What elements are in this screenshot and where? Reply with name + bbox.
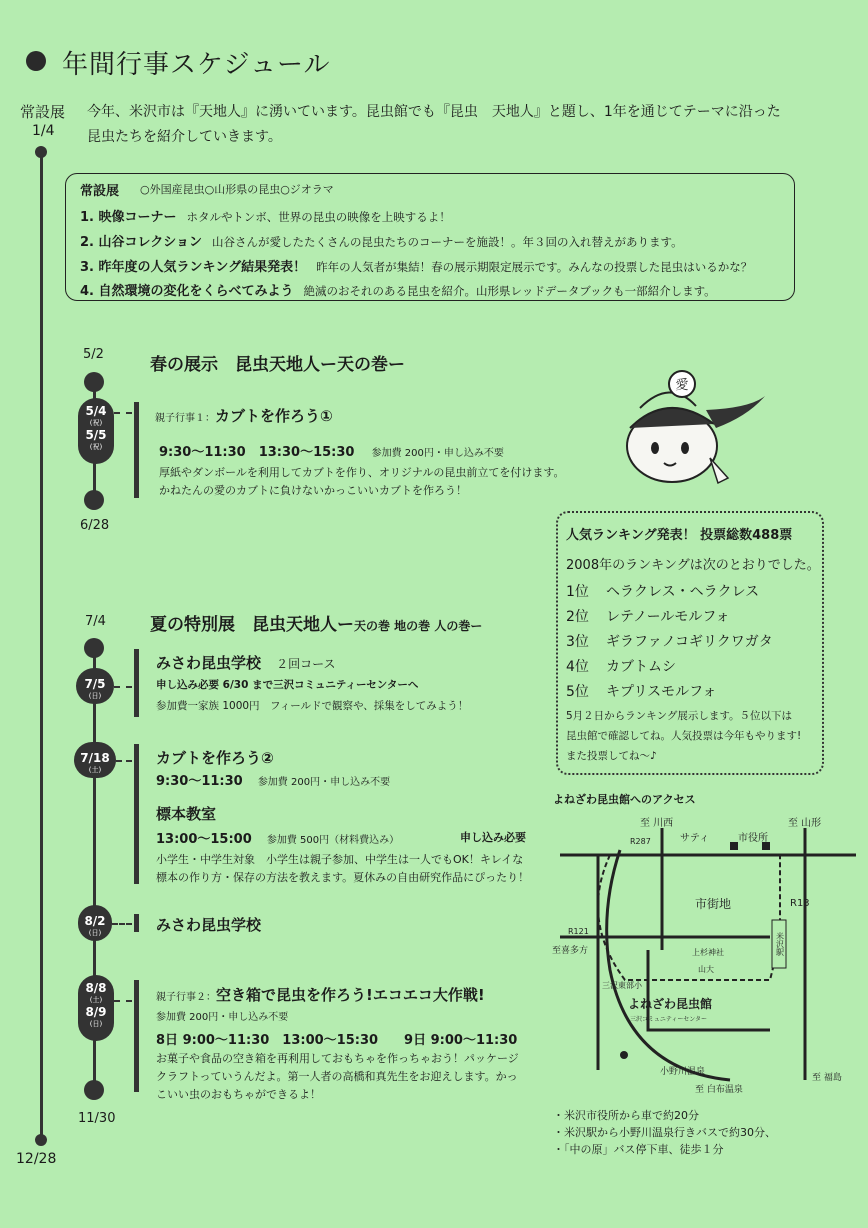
- rank-name: キプリスモルフォ: [606, 684, 717, 700]
- ranking-footnote: [566, 706, 816, 766]
- map-label: サティ: [680, 833, 710, 844]
- ranking-row: [566, 681, 716, 701]
- map-label: R13: [790, 898, 810, 909]
- desc-line: 厚紙やダンボールを利用してカブトを作り、オリジナルの昆虫前立てを付けます。: [159, 466, 565, 479]
- event-bar: [134, 649, 139, 717]
- spring-end-dot: [84, 490, 104, 510]
- desc-line: お菓子や食品の空き箱を再利用しておもちゃを作っちゃおう！パッケージ: [156, 1052, 519, 1065]
- map-label: 市役所: [738, 833, 768, 844]
- map-railway: [598, 855, 780, 980]
- event-bar: [134, 402, 139, 498]
- event-fee: 参加費 200円・申し込み不要: [371, 448, 504, 459]
- connector: [116, 760, 132, 762]
- event-bar: [134, 744, 139, 884]
- foot-line: 昆虫館で確認してね。人気投票は今年もやります!: [566, 730, 802, 742]
- map-label: 小野川温泉: [660, 1067, 706, 1077]
- rank-position: 4位: [566, 659, 589, 675]
- ranking-row: [566, 631, 773, 651]
- summer-start-date: 7/4: [85, 614, 106, 629]
- pill-date: 8/2: [84, 914, 106, 928]
- pill-day: (土): [89, 996, 103, 1004]
- access-line: ・「中の原」バス停下車、徒歩１分: [553, 1143, 724, 1156]
- event-title: みさわ昆虫学校: [156, 654, 262, 672]
- pill-date: 5/4: [85, 404, 107, 418]
- intro-text: [87, 100, 827, 150]
- event-requirement: 申し込み必要: [460, 831, 526, 844]
- map-label: 至 川西: [640, 818, 674, 829]
- event-times: 8日 9:00〜11:30 13:00〜15:30 9日 9:00〜11:30: [156, 1033, 518, 1048]
- timeline-end-dot: [35, 1134, 47, 1146]
- event-fee: 参加費 500円（材料費込み）: [266, 835, 400, 846]
- intro-line-2: 昆虫たちを紹介していきます。: [87, 129, 282, 145]
- pill-date: 5/5: [85, 428, 107, 442]
- access-line: ・米沢市役所から車で約20分: [553, 1109, 699, 1122]
- summer-end-dot: [84, 1080, 104, 1100]
- summer-start-dot: [84, 638, 104, 658]
- permanent-item: [80, 231, 683, 250]
- event-time: 9:30〜11:30 13:30〜15:30: [159, 445, 355, 460]
- pill-day: (日): [88, 692, 102, 700]
- permanent-item-text: 昨年の人気者が集結！春の展示期限定展示です。みんなの投票した昆虫はいるかな？: [316, 260, 753, 274]
- pill-date: 8/8: [85, 981, 107, 995]
- permanent-item: [80, 280, 716, 299]
- map-label: 山大: [698, 965, 714, 974]
- pill-date: 7/18: [80, 751, 110, 765]
- permanent-start-date: 1/4: [32, 123, 55, 139]
- desc-line: かねたんの愛のカブトに負けないかっこいいカブトを作ろう！: [159, 484, 467, 497]
- map-label: 米沢駅: [775, 932, 785, 956]
- map-label: 至 白布温泉: [695, 1085, 743, 1095]
- permanent-item-title: 1. 映像コーナー: [80, 210, 177, 225]
- pill-day: (日): [89, 1020, 103, 1028]
- event-title: みさわ昆虫学校: [156, 916, 262, 934]
- summer-title-small: 天の巻 地の巻 人の巻ー: [354, 619, 483, 633]
- summer-end-date: 11/30: [78, 1111, 116, 1126]
- event-label: 親子行事２：: [156, 992, 216, 1003]
- event-heading: [156, 984, 485, 1005]
- permanent-item-title: 2. 山谷コレクション: [80, 235, 202, 250]
- map-label: R121: [568, 927, 589, 936]
- permanent-box-title: 常設展: [80, 184, 120, 199]
- event-time: 13:00〜15:00: [156, 832, 252, 847]
- spring-start-date: 5/2: [83, 347, 104, 362]
- ranking-row: [566, 581, 759, 601]
- ranking-row: [566, 606, 730, 626]
- permanent-item-text: 絶滅のおそれのある昆虫を紹介。山形県レッドデータブックも一部紹介します。: [303, 284, 716, 298]
- event-fee: 参加費 200円・申し込み不要: [257, 777, 391, 788]
- connector: [112, 923, 132, 925]
- rank-name: レテノールモルフォ: [606, 609, 730, 625]
- access-title: よねざわ昆虫館へのアクセス: [553, 793, 696, 806]
- connector: [114, 1000, 132, 1002]
- spring-date-pill: [78, 398, 114, 464]
- pill-date: 8/9: [85, 1005, 107, 1019]
- access-map: [540, 810, 860, 1100]
- mascot-illustration: [610, 368, 770, 498]
- pill-day: (土): [88, 766, 102, 774]
- permanent-end-date: 12/28: [16, 1151, 57, 1167]
- map-label: R287: [630, 837, 651, 846]
- spring-end-date: 6/28: [80, 518, 110, 533]
- rank-position: 1位: [566, 584, 589, 600]
- map-label: 至 山形: [788, 818, 822, 829]
- event-title: カブトを作ろう①: [215, 407, 333, 425]
- pill-day: (祝): [89, 419, 103, 427]
- desc-line: 標本の作り方・保存の方法を教えます。夏休みの自由研究作品にぴったり！: [156, 871, 530, 884]
- spring-start-dot: [84, 372, 104, 392]
- event-title: 標本教室: [156, 805, 217, 823]
- event-title: 空き箱で昆虫を作ろう!エコエコ大作戦!: [216, 986, 485, 1004]
- event-desc: [156, 851, 546, 887]
- permanent-label: 常設展: [20, 103, 66, 121]
- pill-date: 7/5: [84, 677, 106, 691]
- permanent-item-title: 4. 自然環境の変化をくらべてみよう: [80, 284, 294, 299]
- map-label: 市街地: [695, 897, 732, 911]
- connector: [114, 686, 132, 688]
- permanent-box-subtitle: ○外国産昆虫○山形県の昆虫○ジオラマ: [140, 183, 334, 196]
- summer-title: [150, 610, 482, 635]
- permanent-item-text: 山谷さんが愛したたくさんの昆虫たちのコーナーを施設！。年３回の入れ替えがあります。: [212, 235, 683, 249]
- map-label: 三沢コミュニティーセンター: [630, 1016, 708, 1023]
- foot-line: また投票してね〜♪: [566, 750, 657, 762]
- foot-line: 5月２日からランキング展示します。５位以下は: [566, 710, 793, 722]
- map-marker: [730, 842, 738, 850]
- event-time: 9:30〜11:30: [156, 774, 243, 789]
- date-pill-8-8-9: [78, 975, 114, 1041]
- map-label: 至 福島: [812, 1073, 842, 1083]
- rank-position: 3位: [566, 634, 589, 650]
- permanent-item-text: ホタルやトンボ、世界の昆虫の映像を上映するよ！: [186, 210, 451, 224]
- title-bullet-icon: [26, 51, 46, 71]
- access-line: ・米沢駅から小野川温泉行きバスで約30分、: [553, 1126, 776, 1139]
- event-time-row: [156, 770, 390, 789]
- event-fee: 参加費 200円・申し込み不要: [156, 1012, 289, 1023]
- permanent-item: [80, 206, 451, 225]
- event-time-row: [156, 828, 399, 847]
- ranking-title: 人気ランキング発表！ 投票総数488票: [566, 528, 793, 543]
- rank-position: 2位: [566, 609, 589, 625]
- date-pill-7-18: [74, 742, 116, 778]
- event-bar: [134, 914, 139, 932]
- map-label: よねざわ昆虫館: [628, 997, 713, 1011]
- main-timeline: [40, 150, 43, 1140]
- ranking-intro: 2008年のランキングは次のとおりでした。: [566, 558, 820, 573]
- date-pill-8-2: [78, 905, 112, 941]
- summer-title-main: 夏の特別展 昆虫天地人ー: [150, 615, 354, 635]
- desc-line: こいい虫のおもちゃができるよ！: [156, 1088, 321, 1101]
- desc-line: 小学生・中学生対象 小学生は親子参加、中学生は一人でもOK！キレイな: [156, 853, 524, 866]
- rank-name: カブトムシ: [606, 659, 676, 675]
- connector: [114, 412, 132, 414]
- rank-name: ギラファノコギリクワガタ: [606, 634, 773, 650]
- rank-name: ヘラクレス・ヘラクレス: [606, 584, 760, 600]
- svg-text:愛: 愛: [675, 378, 689, 393]
- pill-day: (祝): [89, 443, 103, 451]
- intro-line-1: 今年、米沢市は『天地人』に湧いています。昆虫館でも『昆虫 天地人』と題し、1年を通じてテーマに沿った: [87, 104, 781, 120]
- spring-event-desc: [159, 464, 599, 500]
- spring-event-time-row: [159, 441, 504, 460]
- map-museum-dot: [620, 1051, 628, 1059]
- page-title: 年間行事スケジュール: [62, 50, 331, 80]
- rank-position: 5位: [566, 684, 589, 700]
- map-label: 至喜多方: [552, 946, 589, 956]
- spring-title: 春の展示 昆虫天地人ー天の巻ー: [150, 355, 405, 375]
- map-label: 上杉神社: [692, 948, 724, 957]
- map-label: 三沢東部小: [602, 981, 642, 990]
- permanent-item-title: 3. 昨年度の人気ランキング結果発表！: [80, 260, 307, 275]
- event-line: 申し込み必要 6/30 まで三沢コミュニティーセンターへ: [156, 679, 419, 691]
- event-subtitle: ２回コース: [276, 657, 336, 671]
- event-desc: [156, 1050, 541, 1104]
- permanent-item: [80, 256, 752, 275]
- date-pill-7-5: [76, 668, 114, 704]
- event-bar: [134, 980, 139, 1092]
- event-label: 親子行事１：: [155, 413, 215, 424]
- desc-line: クラフトっていうんだよ。第一人者の高橋和真先生をお迎えします。かっ: [156, 1070, 518, 1083]
- event-title: カブトを作ろう②: [156, 749, 274, 767]
- event-heading: [156, 652, 336, 673]
- event-line: 参加費一家族 1000円 フィールドで観察や、採集をしてみよう！: [156, 700, 469, 712]
- ranking-row: [566, 656, 676, 676]
- spring-event-heading: [155, 405, 333, 426]
- pill-day: (日): [88, 929, 102, 937]
